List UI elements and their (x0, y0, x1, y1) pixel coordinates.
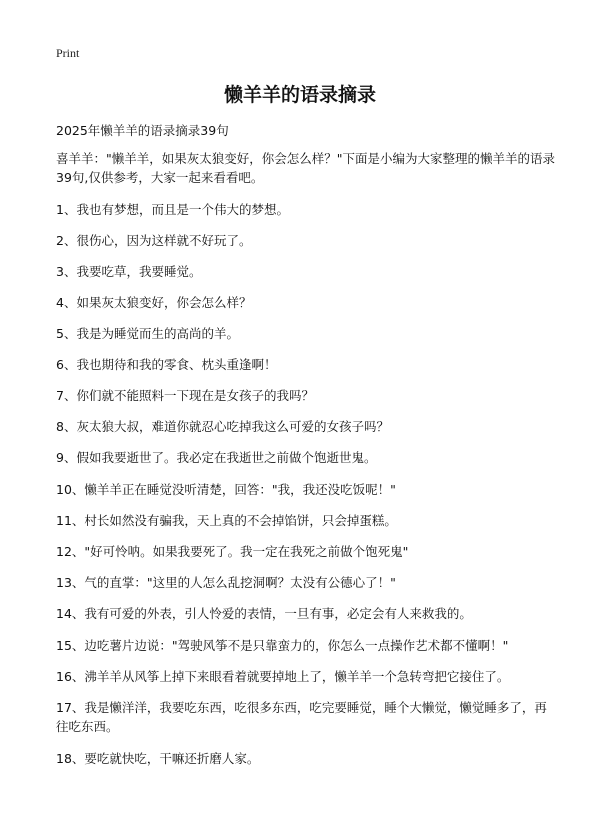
quote-item: 14、我有可爱的外表，引人怜爱的表情，一旦有事，必定会有人来救我的。 (56, 606, 472, 621)
quote-item: 3、我要吃草，我要睡觉。 (56, 264, 202, 279)
quote-item: 10、懒羊羊正在睡觉没听清楚，回答："我，我还没吃饭呢！" (56, 482, 396, 497)
page-title: 懒羊羊的语录摘录 (223, 84, 376, 106)
quote-item: 7、你们就不能照料一下现在是女孩子的我吗？ (56, 388, 314, 403)
quote-item: 13、气的直掌："这里的人怎么乱挖洞啊？太没有公德心了！" (56, 575, 396, 590)
quote-item: 12、"好可怜呐。如果我要死了。我一定在我死之前做个饱死鬼" (56, 544, 409, 559)
quote-item: 16、沸羊羊从风筝上掉下来眼看着就要掉地上了，懒羊羊一个急转弯把它接住了。 (56, 669, 510, 684)
quote-item: 17、我是懒洋洋，我要吃东西，吃很多东西，吃完要睡觉，睡个大懒觉，懒觉睡多了，再往吃东西。 (56, 700, 547, 734)
quote-item: 11、村长如然没有骗我，天上真的不会掉馅饼，只会掉蛋糕。 (56, 513, 397, 528)
print-link[interactable]: Print (56, 46, 80, 60)
quote-item: 6、我也期待和我的零食、枕头重逢啊！ (56, 357, 277, 372)
quote-item: 4、如果灰太狼变好，你会怎么样？ (56, 295, 252, 310)
quote-item: 18、要吃就快吃，干嘛还折磨人家。 (56, 751, 260, 766)
quote-item: 8、灰太狼大叔，难道你就忍心吃掉我这么可爱的女孩子吗？ (56, 419, 389, 434)
subtitle: 2025年懒羊羊的语录摘录39句 (56, 123, 229, 138)
quote-item: 2、很伤心，因为这样就不好玩了。 (56, 233, 252, 248)
intro-paragraph: 喜羊羊："懒羊羊，如果灰太狼变好，你会怎么样？"下面是小编为大家整理的懒羊羊的语录39句,仅供参考，大家一起来看看吧。 (56, 151, 556, 185)
quote-item: 15、边吃薯片边说："驾驶风筝不是只靠蛮力的，你怎么一点操作艺术都不懂啊！" (56, 638, 509, 653)
quote-item: 1、我也有梦想，而且是一个伟大的梦想。 (56, 202, 289, 217)
quote-item: 9、假如我要逝世了。我必定在我逝世之前做个饱逝世鬼。 (56, 450, 377, 465)
quote-item: 5、我是为睡觉而生的高尚的羊。 (56, 326, 239, 341)
